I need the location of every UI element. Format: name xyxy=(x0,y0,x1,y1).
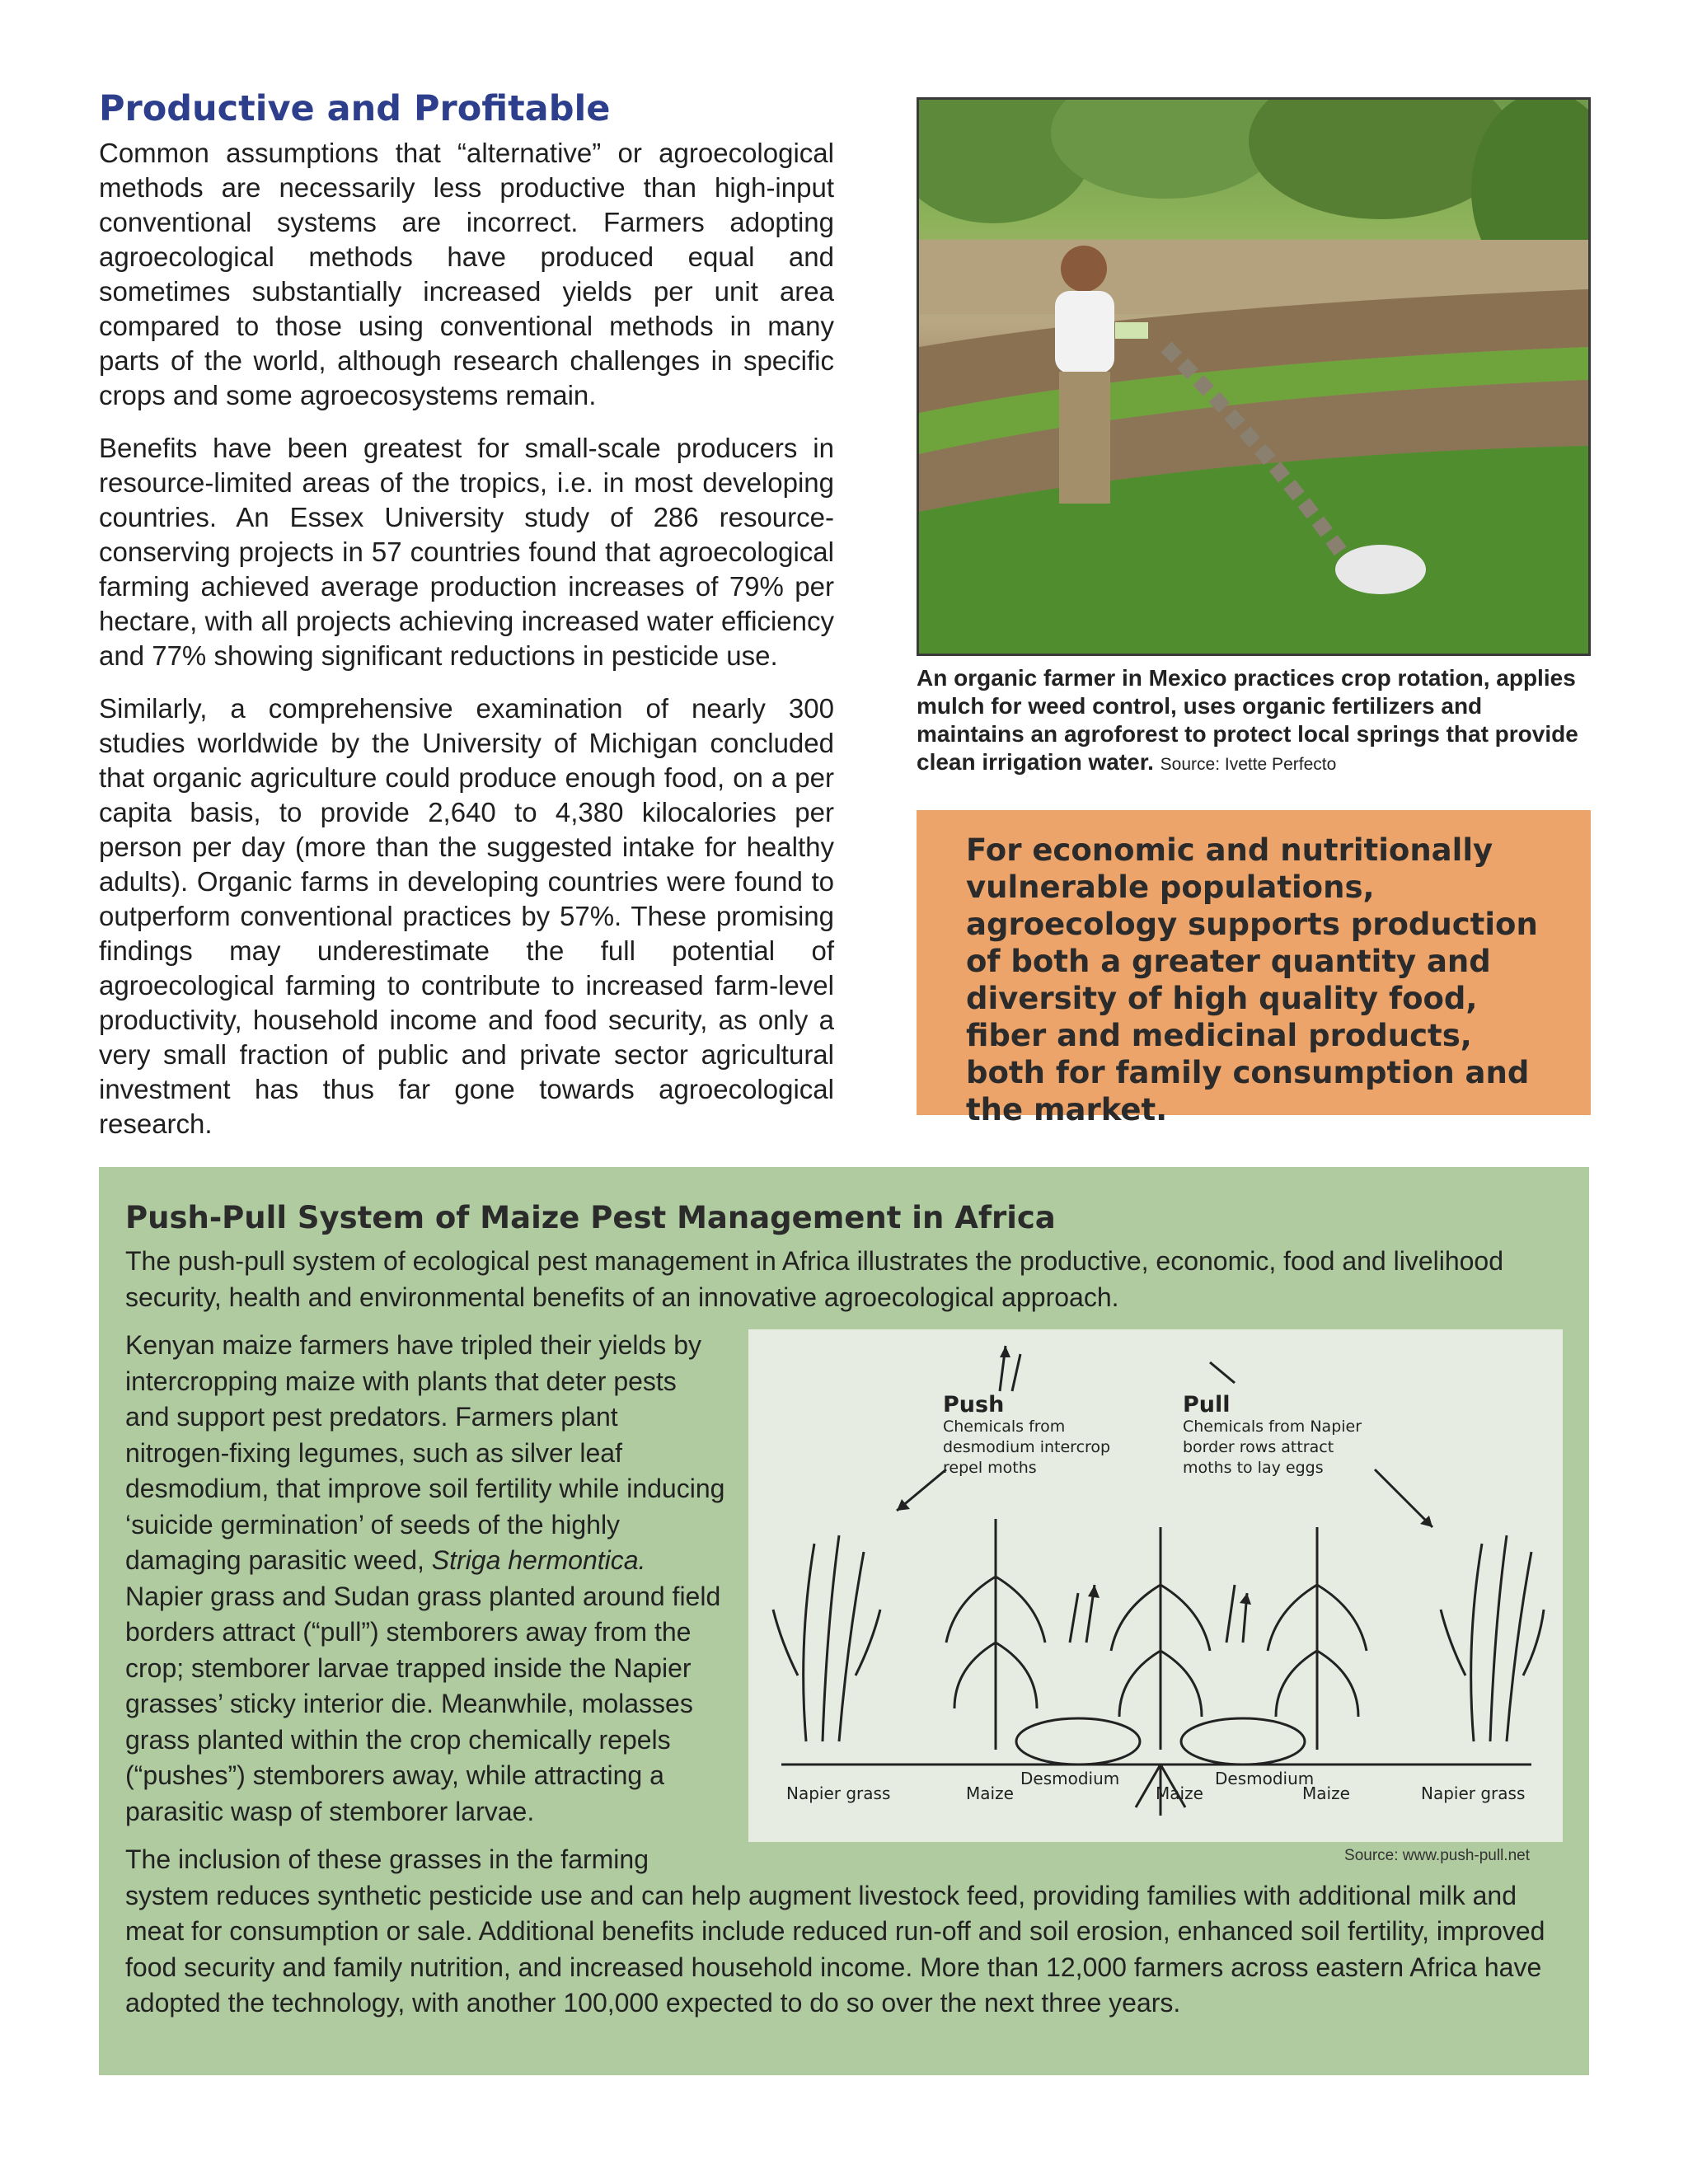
section-title: Productive and Profitable xyxy=(99,88,611,129)
pull-description: Chemicals from Napier border rows attract moths to lay eggs xyxy=(1183,1418,1362,1477)
push-pull-title: Push-Pull System of Maize Pest Management in Africa xyxy=(125,1200,1056,1235)
pull-heading: Pull xyxy=(1183,1392,1231,1418)
paragraph: Benefits have been greatest for small-scale producers in resource-limited areas of the tropics, i.e. in most developing countries. An Essex University study of 286 resource-conserving projects in 57 countries found that agroecological farming achieved average production increases of 79% per hectare, with all projects achieving increased water efficiency and 77% showing significant reductions in pesticide use. xyxy=(99,433,834,672)
push-pull-box xyxy=(99,1167,1589,2075)
push-pull-text: Kenyan maize farmers have tripled their yields by intercropping maize with plants that deter pests and support pest predators. Farmers plant nitrogen-fixing legumes, such as silver leaf desmodium, that improve soil fertility while inducing ‘suicide germination’ of seeds of the highly damaging parasitic weed, xyxy=(125,1330,725,1575)
photo-source: Source: Ivette Perfecto xyxy=(1160,755,1337,774)
diagram-illustration xyxy=(748,1329,1563,1842)
label-napier-left: Napier grass xyxy=(786,1783,891,1803)
paragraph: Common assumptions that “alternative” or agroecological methods are necessarily less productive than high-input conventional systems are incorrect. Farmers adopting agroecological methods have produced equal and sometimes substantially increased yields per unit area compared to those using conventional methods in many parts of the world, although research challenges in specific crops and some agroecosystems remain. xyxy=(99,138,834,411)
push-heading: Push xyxy=(943,1392,1005,1418)
label-maize-2: Maize xyxy=(1156,1783,1203,1803)
push-pull-text: Napier grass and Sudan grass planted around field borders attract (“pull”) stemborers away from the crop; stemborer larvae trapped inside the Napier grasses’ sticky interior die. Meanwhile, molasses grass planted within the crop chemically repels (“pushes”) stemborers away, while attracting a parasitic wasp of stemborer larvae. xyxy=(125,1581,721,1826)
diagram-source: Source: www.push-pull.net xyxy=(1344,1846,1530,1864)
push-pull-conclusion: The inclusion of these grasses in the farming system reduces synthetic pesticide use and can help augment livestock feed, providing families with additional milk and meat for consumption or sale. Additional benefits include reduced run-off and soil erosion, enhanced soil fertility, improved food security and family nutrition, and increased household income. More than 12,000 farmers across eastern Africa have adopted the technology, with another 100,000 expected to do so over the next three years. xyxy=(125,1844,1545,2018)
push-pull-body xyxy=(125,1328,1563,1864)
label-desmodium-1: Desmodium xyxy=(1020,1769,1120,1788)
species-name: Striga hermontica. xyxy=(431,1545,646,1575)
main-article xyxy=(99,89,834,1160)
photo-caption xyxy=(917,664,1591,779)
label-napier-right: Napier grass xyxy=(1421,1783,1526,1803)
farmer-photo xyxy=(917,97,1591,656)
sidebar xyxy=(917,97,1591,1127)
push-pull-diagram xyxy=(748,1329,1563,1864)
label-desmodium-2: Desmodium xyxy=(1215,1769,1315,1788)
push-description: Chemicals from desmodium intercrop repel moths xyxy=(943,1418,1111,1477)
callout-box: For economic and nutritionally vulnerable populations, agroecology supports production of both a greater quantity and diversity of high quality food, fiber and medicinal products, both for family consumption and the market. xyxy=(917,810,1591,1115)
push-pull-intro: The push-pull system of ecological pest management in Africa illustrates the productive, economic, food and livelihood security, health and environmental benefits of an innovative agroecological approach. xyxy=(125,1246,1504,1312)
paragraph: Similarly, a comprehensive examination of nearly 300 studies worldwide by the University of Michigan concluded that organic agriculture could produce enough food, on a per capita basis, to provide 2,640 to 4,380 kilocalories per person per day (more than the suggested intake for healthy adults). Organic farms in developing countries were found to outperform conventional practices by 57%. These promising findings may underestimate the full potential of agroecological farming to contribute to increased farm-level productivity, household income and food security, as only a very small fraction of public and private sector agricultural investment has thus far gone towards agroecological research. xyxy=(99,693,834,1140)
label-maize-1: Maize xyxy=(966,1783,1014,1803)
label-maize-3: Maize xyxy=(1302,1783,1350,1803)
caption-text: An organic farmer in Mexico practices crop rotation, applies mulch for weed control, uses organic fertilizers and maintains an agroforest to protect local springs that provide clean irrigation water. xyxy=(917,665,1578,775)
